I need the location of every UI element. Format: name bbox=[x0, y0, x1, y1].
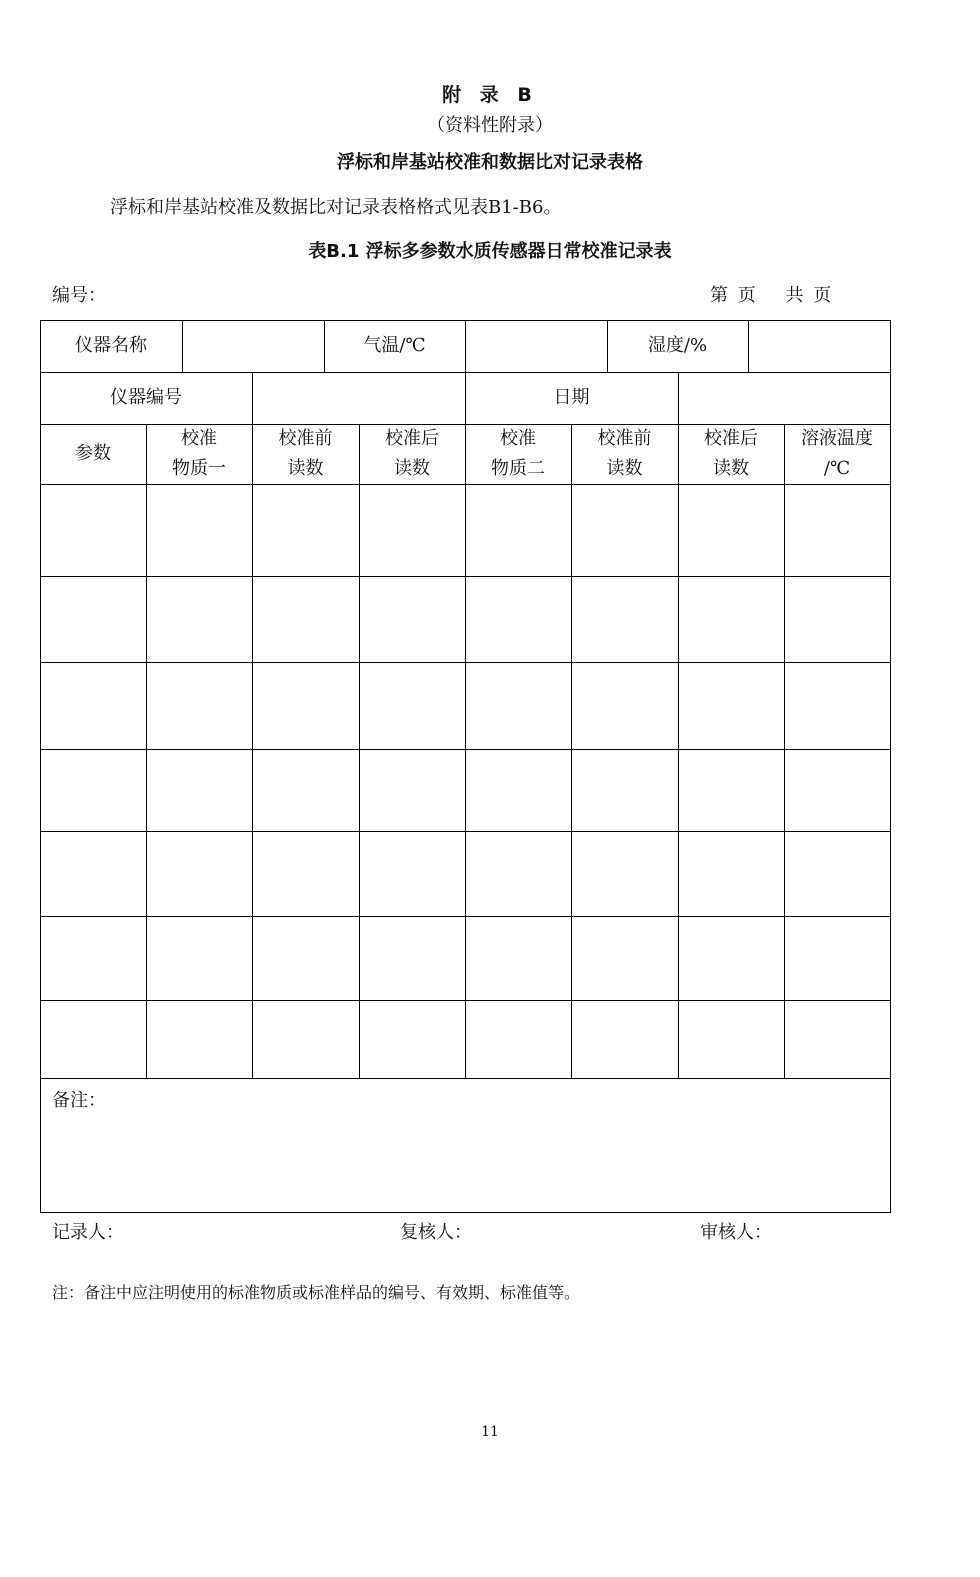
appendix-type: （资料性附录） bbox=[427, 115, 553, 136]
calibration-record-table bbox=[40, 320, 891, 1213]
humidity-label: 湿度/% bbox=[647, 335, 708, 356]
table-border-bottom bbox=[40, 1212, 891, 1213]
col-divider bbox=[146, 424, 147, 1078]
col-divider bbox=[748, 320, 749, 372]
intro-paragraph: 浮标和岸基站校准及数据比对记录表格格式见表B1-B6。 bbox=[110, 197, 562, 218]
recorder-label: 记录人： bbox=[52, 1222, 124, 1243]
col-divider bbox=[571, 424, 572, 1078]
date-label: 日期 bbox=[553, 387, 590, 408]
air-temperature-label: 气温/℃ bbox=[363, 335, 426, 356]
approver-label: 审核人： bbox=[700, 1222, 772, 1243]
header-parameter: 参数 bbox=[75, 443, 111, 464]
col-divider bbox=[465, 320, 466, 372]
page-label: 第 页 bbox=[710, 285, 758, 306]
section-title: 浮标和岸基站校准和数据比对记录表格 bbox=[337, 152, 643, 173]
table-title: 表B.1 浮标多参数水质传感器日常校准记录表 bbox=[308, 241, 672, 262]
form-number-label: 编号： bbox=[52, 285, 106, 306]
header-calibration-material-1: 校准 物质一 bbox=[172, 428, 226, 479]
header-reading-before-2: 校准前 读数 bbox=[597, 428, 652, 479]
header-reading-before-1: 校准前 读数 bbox=[278, 428, 333, 479]
page-number: 11 bbox=[481, 1424, 499, 1440]
col-divider bbox=[678, 372, 679, 424]
col-divider bbox=[252, 372, 253, 424]
header-solution-temperature: 溶液温度 /℃ bbox=[801, 428, 873, 479]
col-divider bbox=[359, 424, 360, 1078]
col-divider bbox=[182, 320, 183, 372]
reviewer-label: 复核人： bbox=[400, 1222, 472, 1243]
col-divider bbox=[678, 424, 679, 1078]
footnote: 注：备注中应注明使用的标准物质或标准样品的编号、有效期、标准值等。 bbox=[52, 1283, 581, 1302]
header-calibration-material-2: 校准 物质二 bbox=[491, 428, 545, 479]
appendix-heading: 附 录 B bbox=[442, 84, 538, 106]
page-count-label bbox=[710, 281, 853, 307]
total-pages-label: 共 页 bbox=[785, 285, 834, 306]
row-divider bbox=[40, 1078, 891, 1079]
col-divider bbox=[252, 424, 253, 1078]
instrument-name-label: 仪器名称 bbox=[75, 335, 147, 356]
remarks-label: 备注： bbox=[52, 1090, 106, 1111]
header-reading-after-2: 校准后 读数 bbox=[704, 428, 758, 479]
header-reading-after-1: 校准后 读数 bbox=[385, 428, 439, 479]
table-border-right bbox=[890, 320, 891, 1213]
col-divider bbox=[465, 424, 466, 1078]
col-divider bbox=[784, 424, 785, 1078]
instrument-number-label: 仪器编号 bbox=[110, 387, 182, 408]
